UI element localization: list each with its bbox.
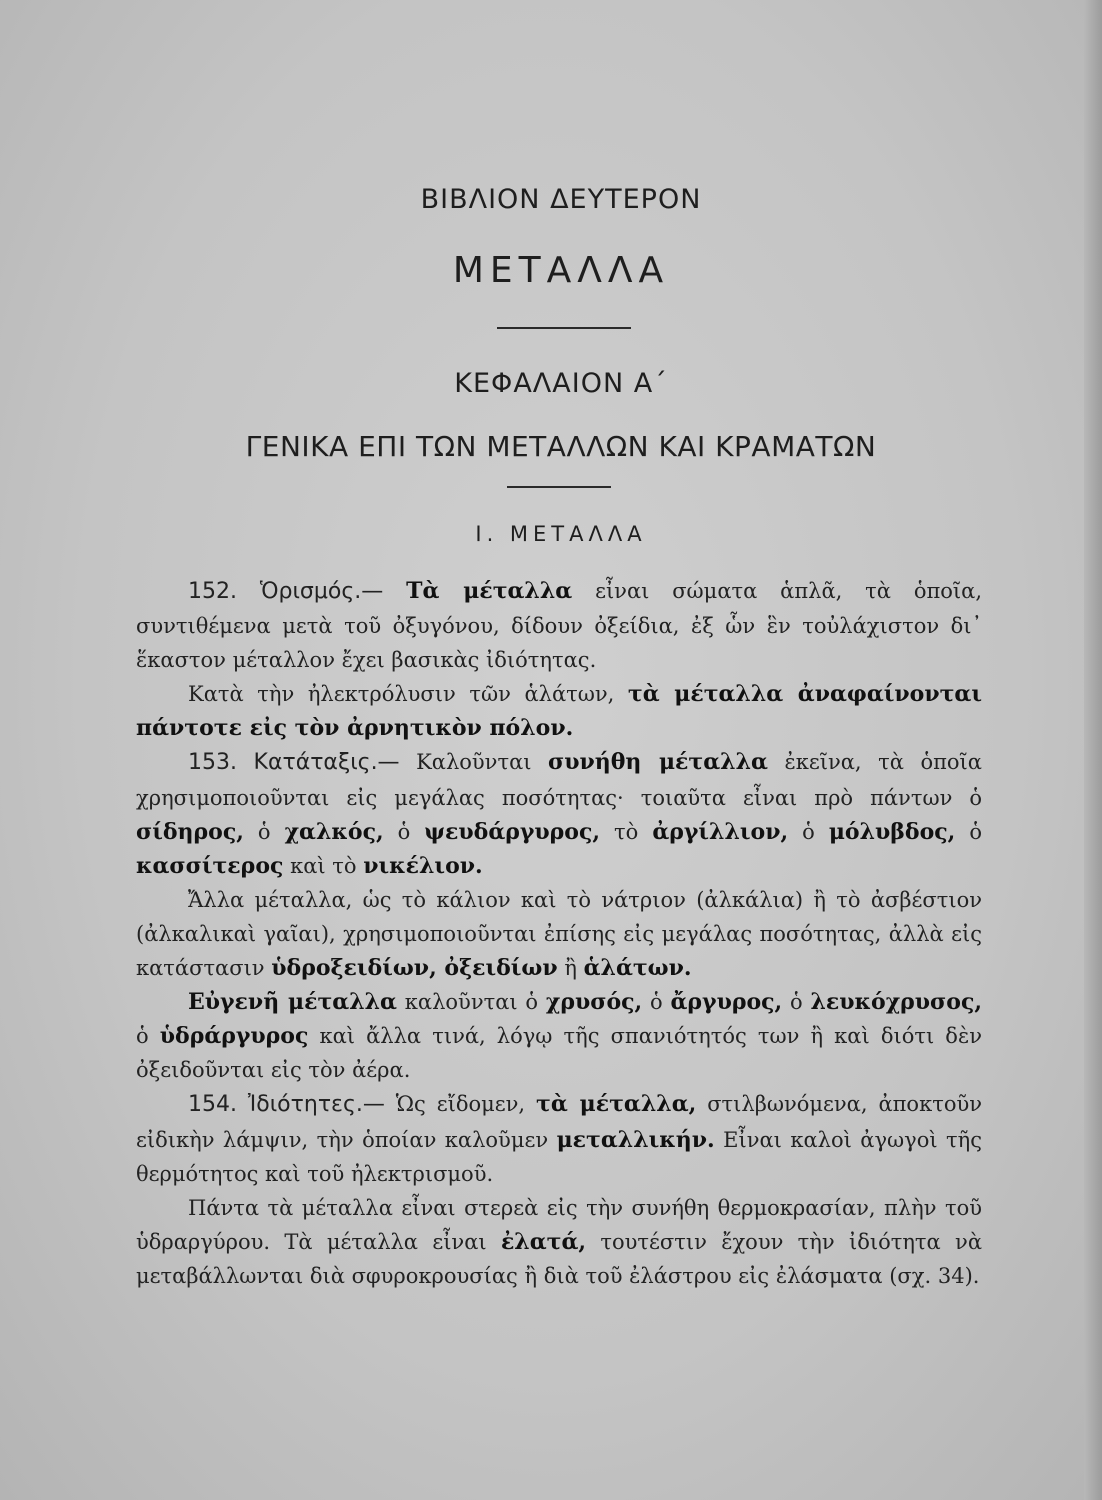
paragraph-text: ὁ <box>788 819 829 844</box>
bold-term: ἀργίλλιον, <box>652 818 789 845</box>
bold-term: ὑδροξειδίων, ὀξειδίων <box>271 955 558 982</box>
paragraph-text: τὸ <box>600 819 653 844</box>
bold-term: Τὰ μέταλλα <box>406 578 573 604</box>
bold-term: ὑδράργυρος <box>159 1023 309 1050</box>
paragraph-number: 152. <box>188 579 237 604</box>
chapter-title: ΓΕΝΙΚΑ ΕΠΙ ΤΩΝ ΜΕΤΑΛΛΩΝ ΚΑΙ ΚΡΑΜΑΤΩΝ <box>245 430 877 463</box>
bold-term: χαλκός, <box>284 818 384 845</box>
paragraph-text: καὶ τὸ <box>283 853 364 878</box>
divider <box>507 486 611 488</box>
paragraph-heading: Ὁρισμός.— <box>259 579 384 604</box>
paragraph-text: Εἶναι καλοὶ ἀγωγοὶ τῆς θερμότητος καὶ τοῦ ἠλεκτρισμοῦ. <box>136 1127 982 1186</box>
paragraph-text: Καλοῦνται <box>399 750 549 775</box>
paragraph-153b <box>136 883 982 985</box>
bold-term: νικέλιον. <box>363 852 483 879</box>
bold-term: σίδηρος, <box>136 818 244 845</box>
bold-term: κασσίτερος <box>136 852 284 879</box>
bold-term: Εὐγενῆ μέταλλα <box>188 989 397 1016</box>
paragraph-text: ἢ <box>557 956 584 981</box>
paragraph-154 <box>136 1087 982 1190</box>
paragraph-heading: Κατάταξις.— <box>253 750 400 776</box>
paragraph-154b <box>136 1191 982 1293</box>
paragraph-number: 153. <box>188 750 237 776</box>
paragraph-number: 154. <box>188 1092 237 1118</box>
bold-term: λευκόχρυσος, <box>810 989 983 1016</box>
paragraph-text: ἐκεῖνα, τὰ ὁποῖα χρησιμοποιοῦνται εἰς μεγάλας ποσότητας· τοιαῦτα εἶναι πρὸ πάντων ὁ <box>136 750 982 810</box>
paragraph-text: Ὡς εἴδομεν, <box>384 1092 537 1117</box>
bold-term: ψευδάργυρος, <box>424 818 601 845</box>
paragraph-text: ὁ <box>642 990 671 1015</box>
bold-term: χρυσός, <box>545 989 643 1016</box>
bold-term: ἐλατά, <box>500 1228 587 1255</box>
bold-term: ἁλάτων. <box>583 955 692 982</box>
paragraph-text: καλοῦνται ὁ <box>396 990 546 1015</box>
page-edge-shadow <box>1084 0 1102 1500</box>
page-title: ΜΕΤΑΛΛΑ <box>452 250 670 291</box>
paragraph-text: ὁ <box>383 819 425 844</box>
bold-term: τὰ μέταλλα ἀναφαίνονται πάντοτε εἰς τὸν ἀρνητικὸν πόλον. <box>136 681 982 742</box>
paragraph-text: καὶ ἄλλα τινά, λόγῳ τῆς σπανιότητός των ἢ καὶ διότι δὲν ὀξειδοῦνται εἰς τὸν ἀέρα. <box>136 1024 982 1083</box>
paragraph-text: εἶναι σώματα ἁπλᾶ, τὰ ὁποῖα, συντιθέμενα μετὰ τοῦ ὀξυγόνου, δίδουν ὀξείδια, ἐξ ὧν ἓν τοὐλάχιστον δι᾽ ἕκαστον μέταλλον ἔχει βασικὰς ἰδιότητας. <box>136 579 982 673</box>
paragraph-text: τουτέστιν ἔχουν τὴν ἰδιότητα νὰ μεταβάλλωνται διὰ σφυροκρουσίας ἢ διὰ τοῦ ἐλάστρου εἰς ἐλάσματα (σχ. 34). <box>136 1229 982 1288</box>
bold-term: συνήθη μέταλλα <box>548 749 768 776</box>
paragraph-153 <box>136 745 982 882</box>
bold-term: ἄργυρος, <box>670 989 783 1016</box>
bold-term: μεταλλικήν. <box>556 1126 715 1153</box>
paragraph-text: ὁ <box>243 819 285 844</box>
paragraph-heading: Ἰδιότητες.— <box>247 1092 385 1118</box>
book-label: ΒΙΒΛΙΟΝ ΔΕΥΤΕΡΟΝ <box>420 184 702 215</box>
paragraph-text: Πάντα τὰ μέταλλα εἶναι στερεὰ εἰς τὴν συνήθη θερμοκρασίαν, πλὴν τοῦ ὑδραργύρου. Τὰ μέταλλα εἶναι <box>136 1195 982 1254</box>
paragraph-text: ὁ <box>955 819 982 844</box>
paragraph-text: ὁ <box>782 990 811 1015</box>
paragraph-153c <box>136 985 982 1087</box>
divider <box>497 327 631 329</box>
bold-term: τὰ μέταλλα, <box>536 1091 697 1118</box>
paragraph-152b <box>136 677 982 745</box>
bold-term: μόλυβδος, <box>828 818 956 845</box>
paragraph-text: Κατὰ τὴν ἠλεκτρόλυσιν τῶν ἁλάτων, <box>188 682 628 707</box>
paragraph-152 <box>136 574 982 677</box>
body-text <box>136 574 982 1293</box>
paragraph-text: ὁ <box>136 1024 160 1049</box>
section-title: Ι. ΜΕΤΑΛΛΑ <box>475 522 647 546</box>
paragraph-text: Ἄλλα μέταλλα, ὡς τὸ κάλιον καὶ τὸ νάτριον (ἀλκάλια) ἢ τὸ ἀσβέστιον (ἀλκαλικαὶ γαῖαι), χρησιμοποιοῦνται ἐπίσης εἰς μεγάλας ποσότητας, ἀλλὰ εἰς κατάστασιν <box>136 887 982 981</box>
paragraph-text: στιλβωνόμενα, ἀποκτοῦν εἰδικὴν λάμψιν, τὴν ὁποίαν καλοῦμεν <box>136 1092 982 1152</box>
chapter-label: ΚΕΦΑΛΑΙΟΝ Α΄ <box>454 368 668 399</box>
